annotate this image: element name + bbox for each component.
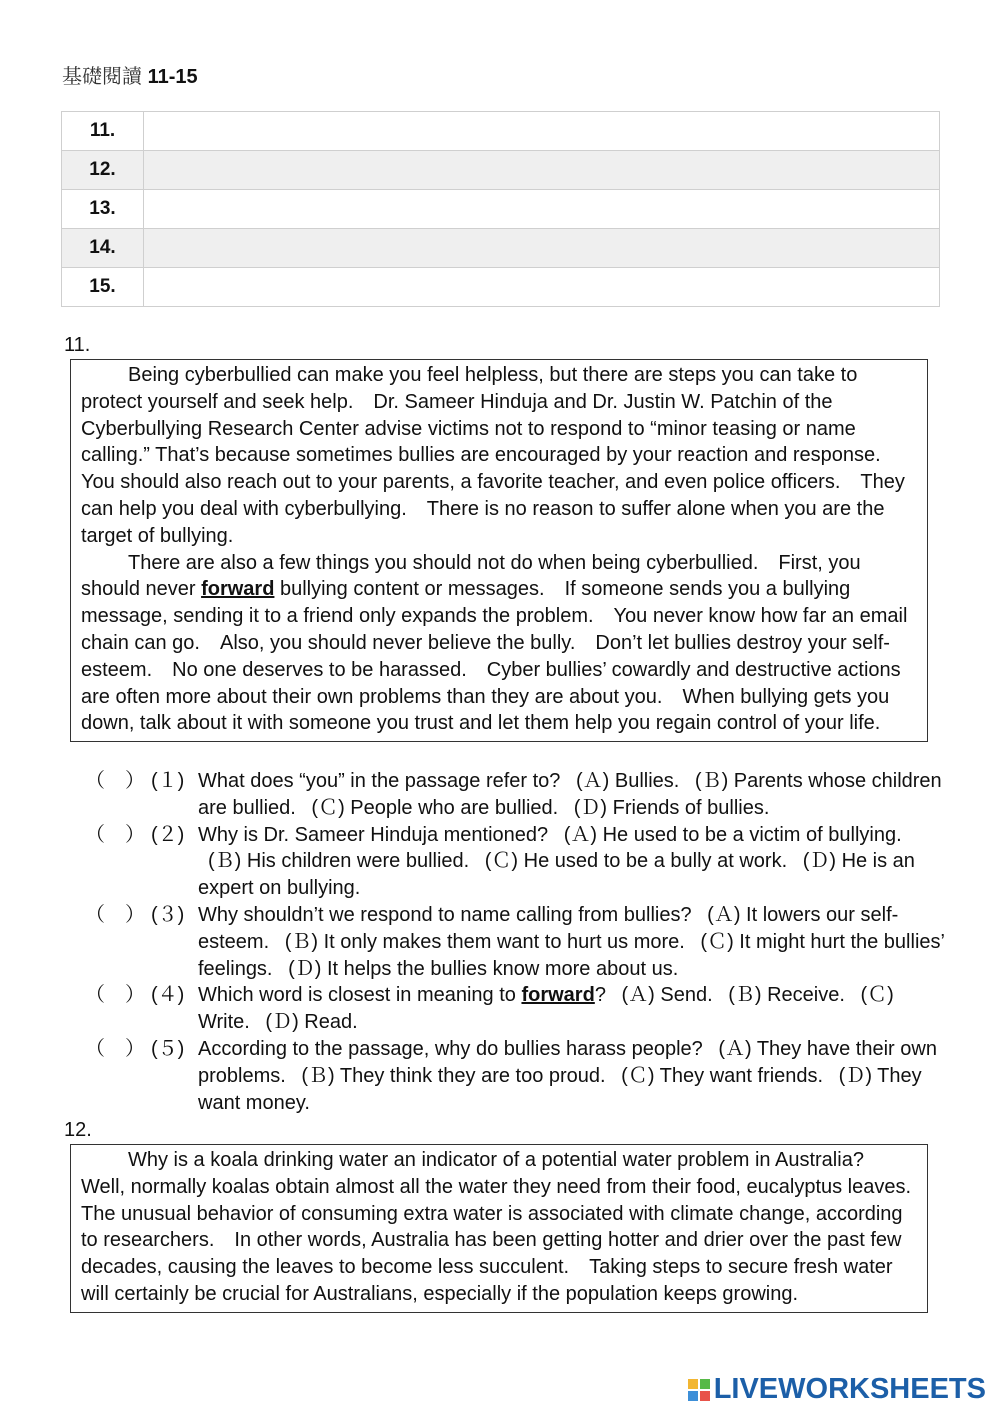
question-number: (３) bbox=[151, 903, 185, 926]
option-a: (Ａ) Send. bbox=[621, 984, 713, 1007]
passage-12 bbox=[70, 1144, 932, 1313]
option-b: (Ｂ) Receive. bbox=[728, 984, 845, 1007]
option-a: (Ａ) He used to be a victim of bullying. bbox=[563, 823, 902, 846]
answer-table bbox=[61, 111, 940, 307]
option-b: (Ｂ) Parents whose children are bullied. bbox=[198, 770, 942, 819]
option-d: (Ｄ) It helps the bullies know more about us. bbox=[288, 957, 679, 980]
question-5 bbox=[85, 1036, 945, 1116]
question-stem: Which word is closest in meaning to forward? bbox=[198, 984, 606, 1007]
heading-range: 11-15 bbox=[147, 66, 198, 88]
question-2 bbox=[85, 822, 945, 902]
keyword-forward: forward bbox=[201, 578, 275, 601]
answer-row bbox=[62, 112, 940, 151]
answer-blank[interactable]: （ ） bbox=[85, 823, 145, 846]
question-4 bbox=[85, 982, 945, 1036]
option-c: (Ｃ) They want friends. bbox=[621, 1064, 824, 1087]
answer-input-15[interactable] bbox=[144, 268, 939, 306]
question-stem: What does “you” in the passage refer to? bbox=[198, 770, 561, 792]
passage-12-paragraph-1: Why is a koala drinking water an indicator of a potential water problem in Australia? Well, normally koalas obtain almost all the water they need from their food, eucalyptus leaves. The unusual behavior of consuming extra water is associated with climate change, according to researchers. In other words, Australia has been getting hotter and drier over the past few decades, causing the leaves to become less succulent. Taking steps to secure fresh water will certainly be crucial for Australians, especially if the population keeps growing. bbox=[81, 1149, 932, 1305]
question-number: (４) bbox=[151, 984, 185, 1007]
question-number: (１) bbox=[151, 770, 185, 792]
question-1 bbox=[85, 768, 945, 822]
option-a: (Ａ) It lowers our self-esteem. bbox=[198, 903, 899, 953]
answer-input-12[interactable] bbox=[144, 151, 939, 189]
passage-11-paragraph-1: Being cyberbullied can make you feel helpless, but there are steps you can take to protect yourself and seek help. Dr. Sameer Hinduja and Dr. Justin W. Patchin of the Cyberbullying Research Center advise victims not to respond to “minor teasing or name calling.” That’s because sometimes bullies are encouraged by your reaction and response. You should also reach out to your parents, a favorite teacher, and even police officers. They can help you deal with cyberbullying. There is no reason to suffer alone when you are the target of bullying. bbox=[81, 364, 905, 547]
answer-input-13[interactable] bbox=[144, 190, 939, 228]
answer-blank[interactable]: （ ） bbox=[85, 770, 145, 792]
answer-number: 12. bbox=[62, 151, 144, 190]
section-11-label: 11. bbox=[64, 334, 91, 356]
option-b: (Ｂ) They think they are too proud. bbox=[301, 1064, 606, 1087]
answer-number: 15. bbox=[62, 268, 144, 307]
option-a: (Ａ) Bullies. bbox=[575, 770, 680, 792]
answer-row bbox=[62, 229, 940, 268]
liveworksheets-logo-text: LIVEWORKSHEETS bbox=[713, 1373, 986, 1405]
passage-11-paragraph-2: There are also a few things you should not do when being cyberbullied. First, you should never forward bullying content or messages. If someone sends you a bullying message, sending it to a friend only expands the problem. You never know how far an email chain can go. Also, you should never believe the bully. Don’t let bullies destroy your self-esteem. No one deserves to be harassed. Cyber bullies’ cowardly and destructive actions are often more about their own problems than they are about you. When bullying gets you down, talk about it with someone you trust and let them help you regain control of your life. bbox=[81, 551, 908, 735]
question-stem: Why shouldn’t we respond to name calling from bullies? bbox=[198, 903, 692, 926]
answer-blank[interactable]: （ ） bbox=[85, 984, 145, 1007]
question-stem: According to the passage, why do bullies harass people? bbox=[198, 1037, 703, 1060]
answer-number: 14. bbox=[62, 229, 144, 268]
option-d: (Ｄ) He is an expert on bullying. bbox=[198, 850, 915, 900]
liveworksheets-logo-icon bbox=[688, 1379, 710, 1401]
passage-11 bbox=[70, 359, 928, 742]
question-stem: Why is Dr. Sameer Hinduja mentioned? bbox=[198, 823, 549, 846]
question-number: (５) bbox=[151, 1037, 185, 1060]
worksheet-heading bbox=[62, 60, 198, 89]
answer-row bbox=[62, 268, 940, 307]
option-d: (Ｄ) Read. bbox=[265, 1011, 358, 1034]
answer-number: 11. bbox=[62, 112, 144, 151]
option-c: (Ｃ) He used to be a bully at work. bbox=[484, 850, 788, 873]
answer-input-11[interactable] bbox=[144, 112, 939, 150]
option-c: (Ｃ) It might hurt the bullies’ feelings. bbox=[198, 930, 945, 980]
option-c: (Ｃ) People who are bullied. bbox=[311, 796, 559, 819]
answer-number: 13. bbox=[62, 190, 144, 229]
option-d: (Ｄ) They want money. bbox=[198, 1064, 922, 1114]
answer-input-14[interactable] bbox=[144, 229, 939, 267]
option-c: (Ｃ) Write. bbox=[198, 984, 894, 1034]
answer-blank[interactable]: （ ） bbox=[85, 903, 145, 926]
section-12-label: 12. bbox=[64, 1119, 92, 1141]
answer-row bbox=[62, 190, 940, 229]
keyword-forward: forward bbox=[521, 984, 595, 1007]
option-a: (Ａ) They have their own problems. bbox=[198, 1037, 937, 1087]
question-list bbox=[85, 768, 945, 1116]
option-b: (Ｂ) It only makes them want to hurt us more. bbox=[284, 930, 685, 953]
answer-row bbox=[62, 151, 940, 190]
heading-prefix: 基礎閱讀 bbox=[62, 66, 148, 88]
liveworksheets-logo bbox=[688, 1373, 986, 1406]
question-number: (２) bbox=[151, 823, 185, 846]
answer-blank[interactable]: （ ） bbox=[85, 1037, 145, 1060]
question-3 bbox=[85, 902, 945, 982]
option-b: (Ｂ) His children were bullied. bbox=[208, 850, 470, 873]
option-d: (Ｄ) Friends of bullies. bbox=[573, 796, 770, 819]
